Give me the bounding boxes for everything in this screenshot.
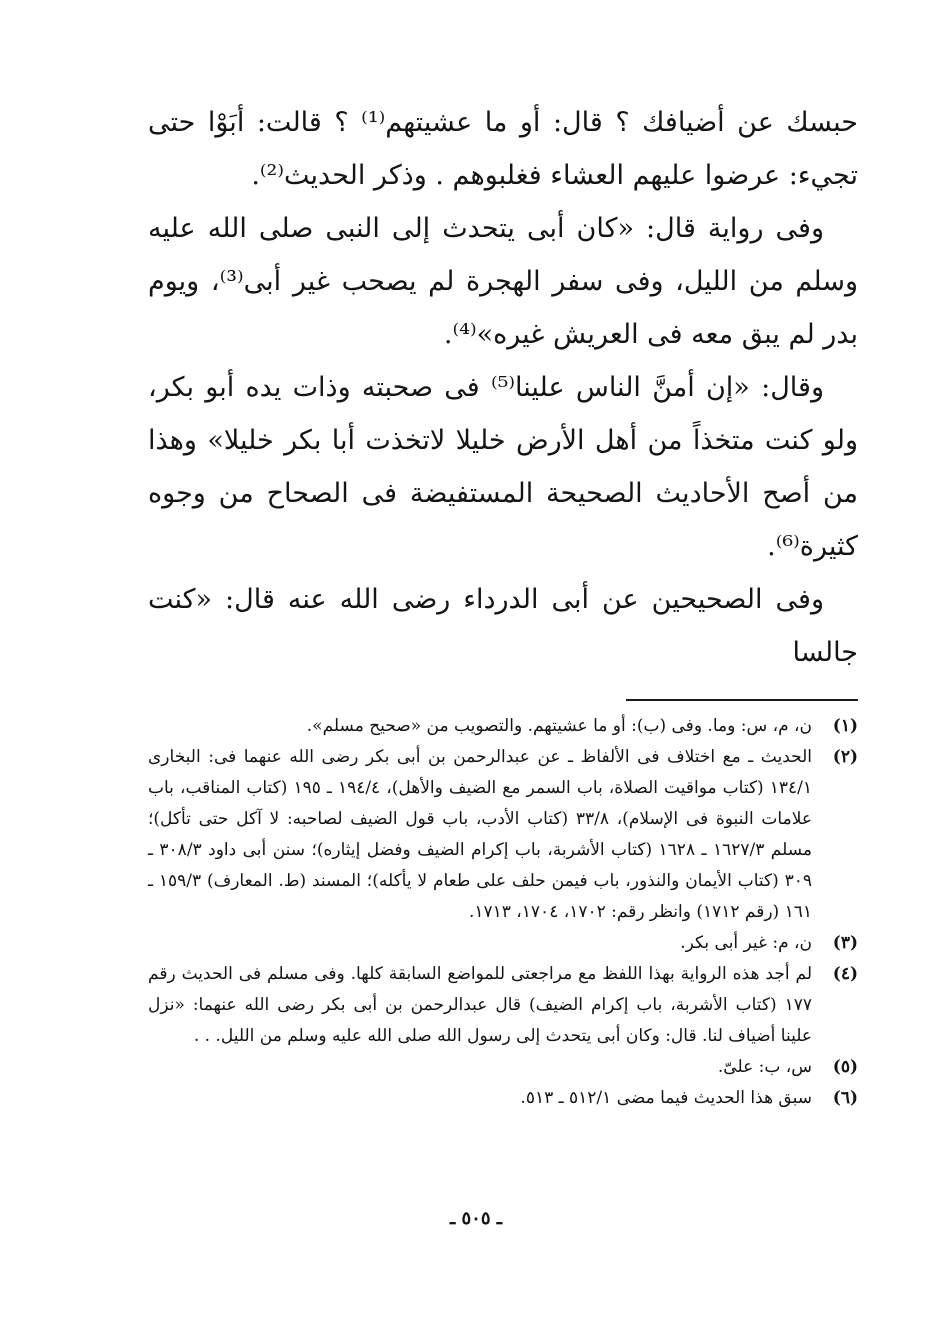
footnote-text: ن، م، س: وما. وفى (ب): أو ما عشيتهم. والتصويب من «صحيح مسلم». bbox=[306, 716, 812, 736]
footnote-item bbox=[148, 711, 858, 742]
page-content bbox=[148, 96, 858, 1114]
main-text bbox=[148, 96, 858, 679]
paragraph-3: وقال: «إن أمنَّ الناس علينا⁽⁵⁾ فى صحبته وذات يده أبو بكر، ولو كنت متخذاً من أهل الأرض خليلا لاتخذت أبا بكر خليلا» وهذا من أصح الأحاديث الصحيحة المستفيضة فى الصحاح من وجوه كثيرة⁽⁶⁾. bbox=[148, 372, 858, 562]
footnote-item bbox=[148, 1083, 858, 1114]
paragraph-4: وفى الصحيحين عن أبى الدرداء رضى الله عنه قال: «كنت جالسا bbox=[148, 584, 858, 668]
footnote-number: (١) bbox=[832, 716, 858, 736]
footnote-number: (٤) bbox=[832, 964, 858, 984]
footnote-number: (٥) bbox=[832, 1057, 858, 1077]
footnotes bbox=[148, 711, 858, 1114]
paragraph-2: وفى رواية قال: «كان أبى يتحدث إلى النبى صلى الله عليه وسلم من الليل، وفى سفر الهجرة لم يصحب غير أبى⁽³⁾، ويوم بدر لم يبق معه فى العريش غيره»⁽⁴⁾. bbox=[148, 213, 858, 350]
footnote-item bbox=[148, 1052, 858, 1083]
footnote-number: (٣) bbox=[832, 933, 858, 953]
footnote-text: ن، م: غير أبى بكر. bbox=[680, 933, 812, 953]
footnote-text: سبق هذا الحديث فيما مضى ٥١٢/١ ـ ٥١٣. bbox=[520, 1088, 812, 1108]
footnote-number: (٢) bbox=[832, 747, 858, 767]
footnote-item bbox=[148, 959, 858, 1052]
page-number: ـ ٥٠٥ ـ bbox=[449, 1208, 503, 1229]
footnote-text: لم أجد هذه الرواية بهذا اللفظ مع مراجعتى للمواضع السابقة كلها. وفى مسلم فى الحديث رقم ١٧٧ (كتاب الأشربة، باب إكرام الضيف) قال عبدالرحمن بن أبى بكر رضى الله عنهما: «نزل علينا أضياف لنا. قال: وكان أبى يتحدث إلى رسول الله صلى الله عليه وسلم من الليل. . . bbox=[148, 964, 812, 1046]
footnote-text: الحديث ـ مع اختلاف فى الألفاظ ـ عن عبدالرحمن بن أبى بكر رضى الله عنهما فى: البخارى ١٣٤/١ (كتاب مواقيت الصلاة، باب السمر مع الضيف والأهل)، ١٩٤/٤ ـ ١٩٥ (كتاب المناقب، باب علامات النبوة فى الإسلام)، ٣٣/٨ (كتاب الأدب، باب قول الضيف لصاحبه: لا آكل حتى تأكل)؛ مسلم ١٦٢٧/٣ ـ ١٦٢٨ (كتاب الأشربة، باب إكرام الضيف وفضل إيثاره)؛ سنن أبى داود ٣٠٨/٣ ـ ٣٠٩ (كتاب الأيمان والنذور، باب فيمن حلف على طعام لا يأكله)؛ المسند (ط. المعارف) ١٥٩/٣ ـ ١٦١ (رقم ١٧١٢) وانظر رقم: ١٧٠٢، ١٧٠٤، ١٧١٣. bbox=[148, 747, 812, 922]
footnote-item bbox=[148, 928, 858, 959]
paragraph-1: حبسك عن أضيافك ؟ قال: أو ما عشيتهم⁽¹⁾ ؟ قالت: أبَوْا حتى تجيء: عرضوا عليهم العشاء فغلبوهم . وذكر الحديث⁽²⁾. bbox=[148, 107, 859, 191]
footnote-number: (٦) bbox=[832, 1088, 858, 1108]
footnote-item bbox=[148, 742, 858, 928]
footnote-text: س، ب: علىّ. bbox=[717, 1057, 812, 1077]
footnote-divider bbox=[626, 699, 858, 701]
